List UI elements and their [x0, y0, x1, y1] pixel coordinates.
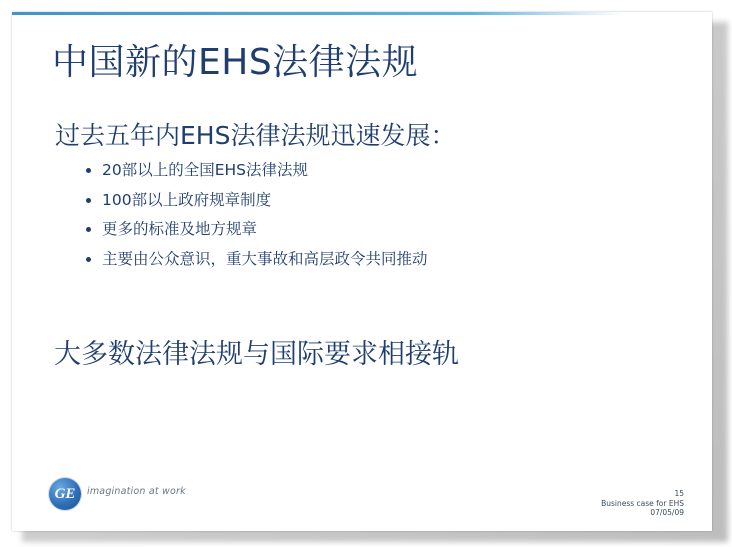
- slide: [12, 12, 712, 531]
- tagline: imagination at work: [87, 486, 186, 497]
- bullet-item: [84, 156, 428, 186]
- bullet-dot-icon: [86, 168, 91, 173]
- document-title: Business case for EHS: [601, 498, 684, 508]
- bullet-item: [84, 186, 428, 216]
- logo-text: GE: [54, 485, 76, 502]
- bullet-text: 更多的标准及地方规章: [102, 220, 258, 238]
- bullet-item: [84, 245, 428, 275]
- ge-logo-icon: [49, 478, 81, 510]
- slide-title: 中国新的EHS法律法规: [52, 42, 419, 83]
- bullet-dot-icon: [86, 198, 91, 203]
- bullet-list: [84, 156, 428, 274]
- footer-meta: [601, 489, 684, 518]
- top-accent-rule: [12, 12, 622, 15]
- bullet-dot-icon: [86, 227, 91, 232]
- bullet-item: [84, 215, 428, 245]
- bullet-text: 20部以上的全国EHS法律法规: [102, 161, 309, 179]
- document-date: 07/05/09: [650, 508, 684, 517]
- bullet-dot-icon: [86, 257, 91, 262]
- bullet-text: 主要由公众意识，重大事故和高层政令共同推动: [102, 249, 428, 268]
- bullet-text: 100部以上政府规章制度: [102, 190, 272, 209]
- conclusion-heading: 大多数法律法规与国际要求相接轨: [54, 339, 459, 370]
- section-heading: 过去五年内EHS法律法规迅速发展：: [55, 121, 456, 150]
- page-number: 15: [674, 489, 684, 498]
